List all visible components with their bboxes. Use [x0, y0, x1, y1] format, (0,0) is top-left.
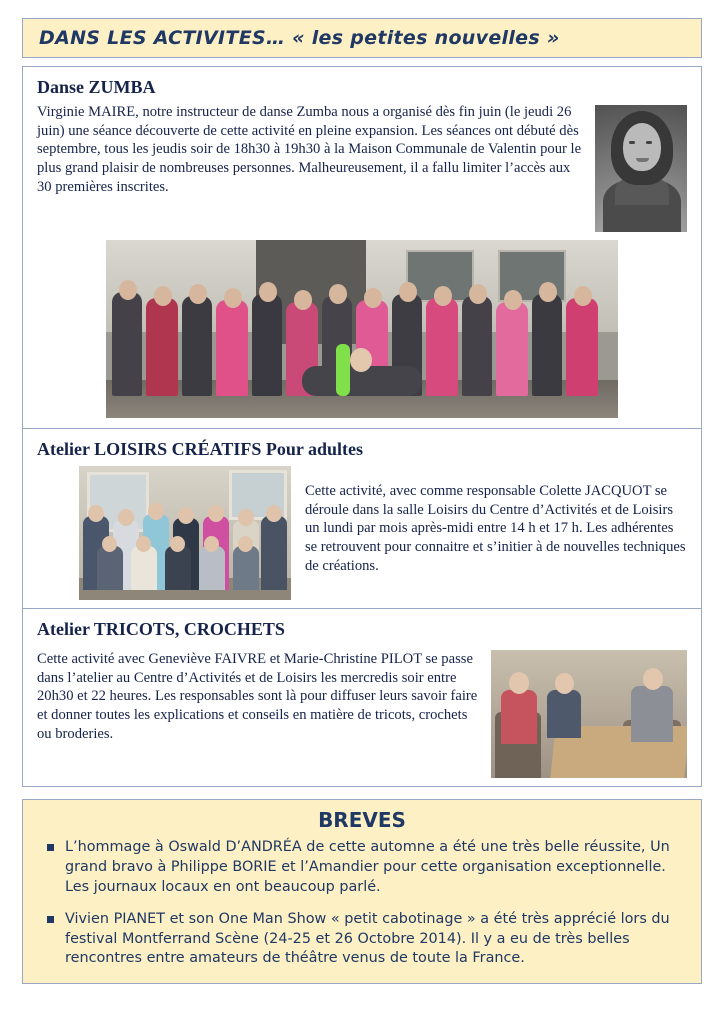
- zumba-crowd: [106, 274, 618, 396]
- section-zumba: [23, 67, 701, 428]
- loisirs-paragraph: Cette activité, avec comme responsable Colette JACQUOT se déroule dans la salle Loisirs du Centre d’Activités et de Loisirs un lundi par mois après-midi entre 14 h et 17 h. Les adhérentes se retrouvent pour connaitre et s’initier à de nouvelles techniques de créations.: [305, 483, 686, 574]
- breves-list: [41, 838, 683, 969]
- section-loisirs: [23, 428, 701, 608]
- loisirs-group-photo: [79, 466, 291, 600]
- section-zumba-title: Danse ZUMBA: [37, 77, 156, 97]
- activities-block: [22, 66, 702, 787]
- zumba-paragraph: Virginie MAIRE, notre instructeur de danse Zumba nous a organisé dès fin juin (le jeudi 26 juin) une séance découverte de cette activité en pleine expansion. Les séances ont débuté dès septembre, tous les jeudis soir de 18h30 à 19h30 à la Maison Communale de Valentin pour le plus grand plaisir de nombreuses personnes. Malheureusement, il a fallu limiter l’accès aux 30 premières inscrites.: [37, 104, 582, 195]
- zumba-top-row: [37, 103, 687, 232]
- square-bullet-icon: [47, 844, 54, 851]
- section-tricots: [23, 608, 701, 786]
- breves-item-text: L’hommage à Oswald D’ANDRÉA de cette automne a été une très belle réussite, Un grand bravo à Philippe BORIE et l’Amandier pour cette organisation exceptionnelle. Les journaux locaux en ont beaucoup parlé.: [65, 839, 670, 895]
- breves-block: [22, 799, 702, 984]
- portrait-photo: [595, 105, 687, 232]
- header-banner: [22, 18, 702, 58]
- breves-title: BREVES: [318, 808, 406, 832]
- loisirs-row: [37, 466, 687, 600]
- page-title: DANS LES ACTIVITES… « les petites nouvelles »: [39, 27, 560, 49]
- section-loisirs-title: Atelier LOISIRS CRÉATIFS Pour adultes: [37, 439, 364, 459]
- breves-item: [41, 838, 683, 898]
- square-bullet-icon: [47, 916, 54, 923]
- section-tricots-title: Atelier TRICOTS, CROCHETS: [37, 619, 285, 639]
- zumba-group-photo: [106, 240, 618, 418]
- breves-item-text: Vivien PIANET et son One Man Show « petit cabotinage » a été très apprécié lors du festival Montferrand Scène (24-25 et 26 Octobre 2014). Il y a eu de très belles rencontres entre amateurs de théâtre venus de toute la France.: [65, 910, 670, 967]
- tricots-paragraph: Cette activité avec Geneviève FAIVRE et Marie-Christine PILOT se passe dans l’atelier au Centre d’Activités et de Loisirs les mercredis soir entre 20h30 et 22 heures. Les responsables sont là pour diffuser leurs savoir faire et donner toutes les explications et conseils en matière de tricots, crochets ou broderies.: [37, 651, 478, 742]
- tricots-photo: [491, 650, 687, 778]
- tricots-row: [37, 650, 687, 778]
- breves-item: [41, 910, 683, 970]
